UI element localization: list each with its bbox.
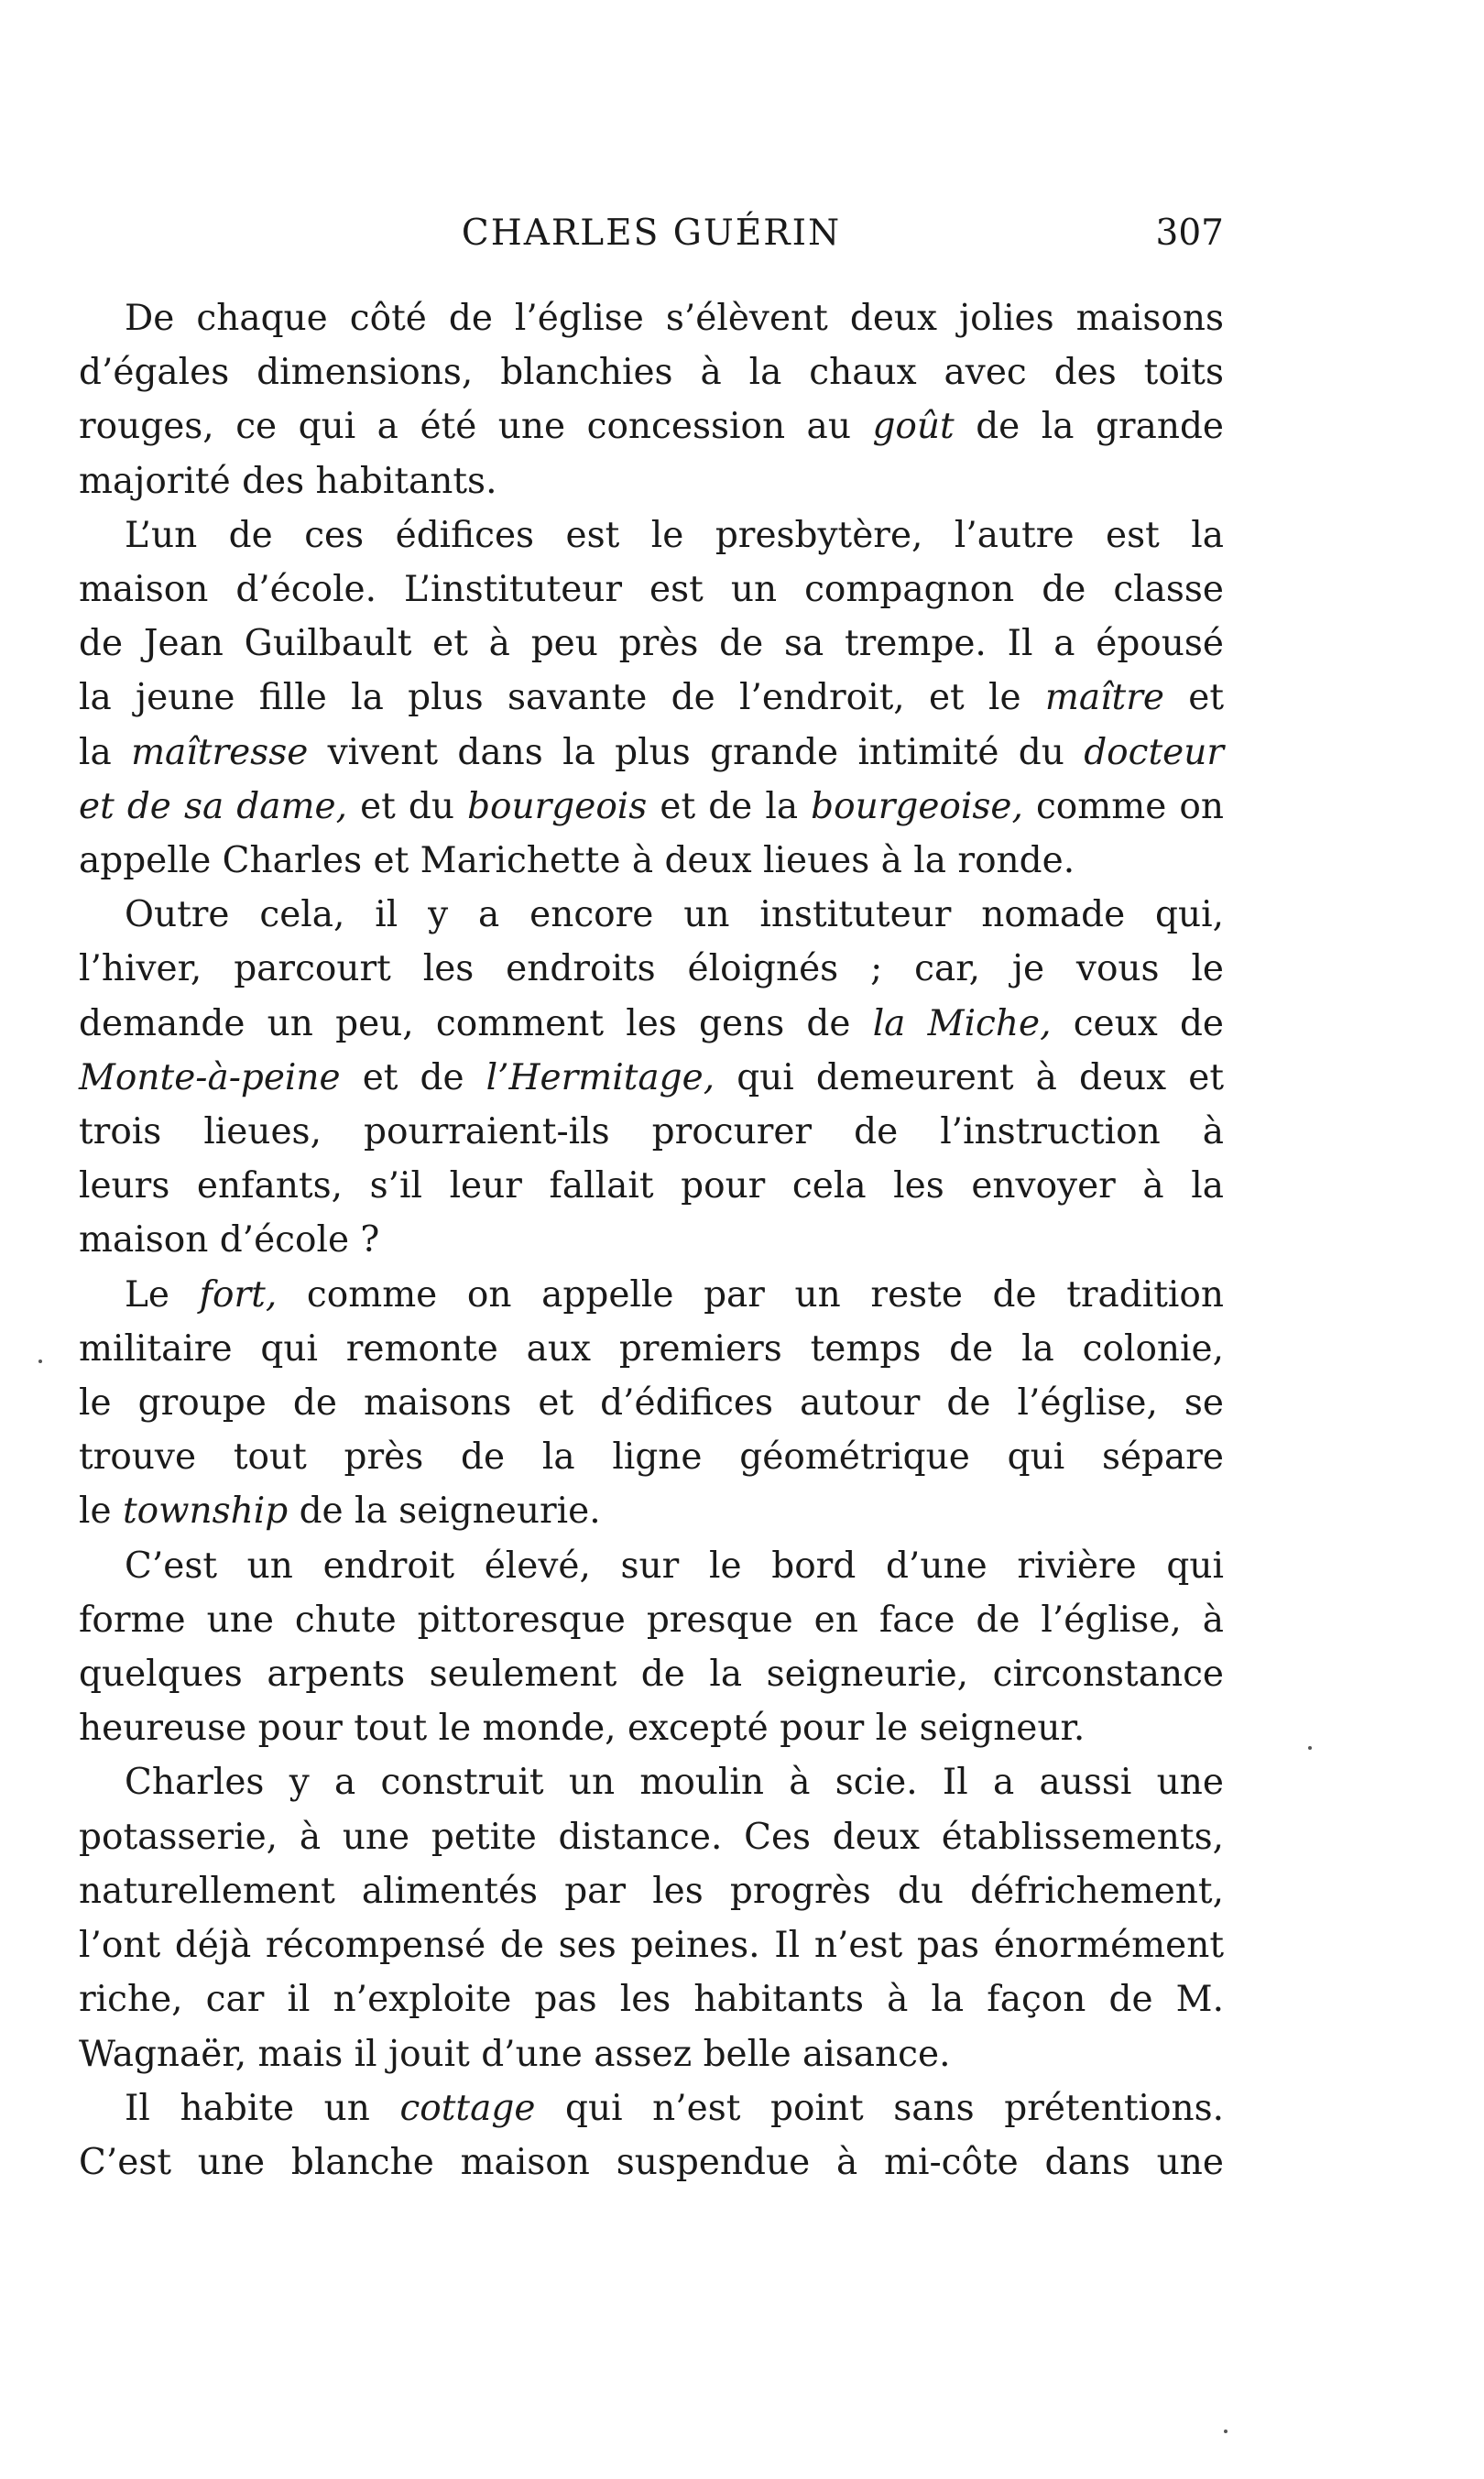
body-text [79, 291, 1224, 2190]
italic-text-run: bourgeois [467, 785, 648, 827]
italic-text-run: maître [1044, 677, 1164, 719]
text-line [79, 1159, 1224, 1213]
text-line [79, 997, 1224, 1051]
italic-text-run: fort, [199, 1273, 278, 1316]
text-run: le [79, 1491, 123, 1533]
paragraph [79, 2081, 1224, 2190]
scan-speck [1308, 1746, 1312, 1750]
text-run: qui demeurent à deux et [715, 1056, 1224, 1098]
text-run: riche, car il n’exploite pas les habitants à la façon de M. [79, 1979, 1224, 2021]
text-line [79, 1593, 1224, 1647]
text-run: quelques arpents seulement de la seigneurie, circonstance [79, 1654, 1224, 1696]
italic-text-run: Monte-à-peine [79, 1056, 341, 1098]
scan-speck [38, 1360, 42, 1363]
text-run: L’un de ces édifices est le presbytère, l’autre est la [125, 514, 1224, 556]
text-run: De chaque côté de l’église s’élèvent deux jolies maisons [125, 298, 1224, 339]
text-run: Charles y a construit un moulin à scie. Il a aussi une [125, 1762, 1224, 1804]
italic-text-run: et de sa dame, [79, 785, 347, 827]
text-run: la jeune fille la plus savante de l’endroit, et le [79, 677, 1045, 719]
text-line [79, 2081, 1224, 2135]
text-run: majorité des habitants. [79, 460, 497, 502]
text-line [79, 345, 1224, 399]
text-line [79, 1105, 1224, 1159]
text-line [79, 1972, 1224, 2026]
text-run: forme une chute pittoresque presque en face de l’église, à [79, 1599, 1224, 1641]
text-run: Outre cela, il y a encore un instituteur nomade qui, [125, 894, 1224, 936]
text-run: trois lieues, pourraient-ils procurer de l’instruction à [79, 1111, 1224, 1153]
text-run: appelle Charles et Marichette à deux lieues à la ronde. [79, 840, 1075, 882]
text-run: d’égales dimensions, blanchies à la chaux avec des toits [79, 352, 1224, 394]
text-run: qui n’est point sans prétentions. [535, 2087, 1224, 2129]
text-line [79, 1539, 1224, 1593]
text-run: heureuse pour tout le monde, excepté pour le seigneur. [79, 1708, 1086, 1750]
text-run: de Jean Guilbault et à peu près de sa trempe. Il a épousé [79, 623, 1224, 665]
text-run: de la grande [954, 406, 1224, 448]
text-line [79, 1701, 1224, 1755]
text-run: l’hiver, parcourt les endroits éloignés ; car, je vous le [79, 948, 1224, 990]
paragraph [79, 1539, 1224, 1756]
text-run: le groupe de maisons et d’édifices autour de l’église, se [79, 1382, 1224, 1425]
text-run: trouve tout près de la ligne géométrique qui sépare [79, 1436, 1224, 1479]
text-run: et du [346, 785, 468, 827]
text-line [79, 1864, 1224, 1918]
italic-text-run: docteur [1084, 731, 1224, 773]
italic-text-run: cottage [399, 2087, 536, 2129]
text-run: vivent dans la plus grande intimité du [308, 731, 1085, 773]
text-run: Le [125, 1273, 200, 1316]
text-line [79, 726, 1224, 780]
text-run: militaire qui remonte aux premiers temps de la colonie, [79, 1327, 1224, 1370]
text-run: comme on appelle par un reste de tradition [277, 1273, 1224, 1316]
text-run: la [79, 731, 132, 773]
text-line [79, 2027, 1224, 2081]
italic-text-run: goût [872, 406, 955, 448]
italic-text-run: la Miche, [872, 1002, 1052, 1044]
running-header [79, 209, 1224, 264]
text-line [79, 834, 1224, 888]
text-line [79, 1376, 1224, 1430]
text-run: Il habite un [125, 2087, 400, 2129]
text-line [79, 508, 1224, 562]
scan-speck [1224, 2430, 1228, 2433]
italic-text-run: township [122, 1491, 289, 1533]
text-line [79, 942, 1224, 996]
text-run: ceux de [1051, 1002, 1225, 1044]
text-line [79, 1268, 1224, 1322]
text-line [79, 1430, 1224, 1484]
text-run: maison d’école. L’instituteur est un compagnon de classe [79, 569, 1224, 611]
text-run: C’est une blanche maison suspendue à mi-côte dans une [79, 2141, 1224, 2183]
text-line [79, 1810, 1224, 1864]
text-line [79, 888, 1224, 942]
text-line [79, 1051, 1224, 1105]
text-run: rouges, ce qui a été une concession au [79, 406, 873, 448]
paragraph [79, 1755, 1224, 2080]
italic-text-run: l’Hermitage, [486, 1056, 715, 1098]
text-line [79, 1918, 1224, 1972]
text-run: Wagnaër, mais il jouit d’une assez belle aisance. [79, 2033, 951, 2075]
paragraph [79, 1268, 1224, 1539]
text-line [79, 454, 1224, 508]
text-run: potasserie, à une petite distance. Ces deux établissements, [79, 1816, 1224, 1858]
text-line [79, 780, 1224, 834]
text-run: C’est un endroit élevé, sur le bord d’une rivière qui [125, 1545, 1224, 1587]
paragraph [79, 888, 1224, 1267]
text-run: naturellement alimentés par les progrès du défrichement, [79, 1870, 1224, 1912]
text-run: maison d’école ? [79, 1219, 380, 1261]
text-line [79, 2135, 1224, 2190]
text-line [79, 562, 1224, 617]
text-line [79, 671, 1224, 725]
text-run: l’ont déjà récompensé de ses peines. Il n’est pas énormément [79, 1925, 1224, 1967]
text-run: demande un peu, comment les gens de [79, 1002, 873, 1044]
text-run: et de [340, 1056, 486, 1098]
italic-text-run: bourgeoise, [811, 785, 1023, 827]
page-number: 307 [1155, 213, 1224, 254]
text-line [79, 617, 1224, 671]
paragraph [79, 508, 1224, 888]
text-run: et [1163, 677, 1224, 719]
paragraph [79, 291, 1224, 508]
text-run: leurs enfants, s’il leur fallait pour cela les envoyer à la [79, 1165, 1224, 1207]
italic-text-run: maîtresse [131, 731, 309, 773]
text-line [79, 1647, 1224, 1701]
text-run: comme on [1022, 785, 1224, 827]
text-line [79, 1322, 1224, 1376]
text-run: de la seigneurie. [288, 1491, 601, 1533]
text-line [79, 1755, 1224, 1809]
text-run: et de la [647, 785, 812, 827]
text-line [79, 399, 1224, 453]
text-line [79, 291, 1224, 345]
running-title: CHARLES GUÉRIN [461, 213, 842, 254]
text-line [79, 1484, 1224, 1538]
text-line [79, 1213, 1224, 1267]
